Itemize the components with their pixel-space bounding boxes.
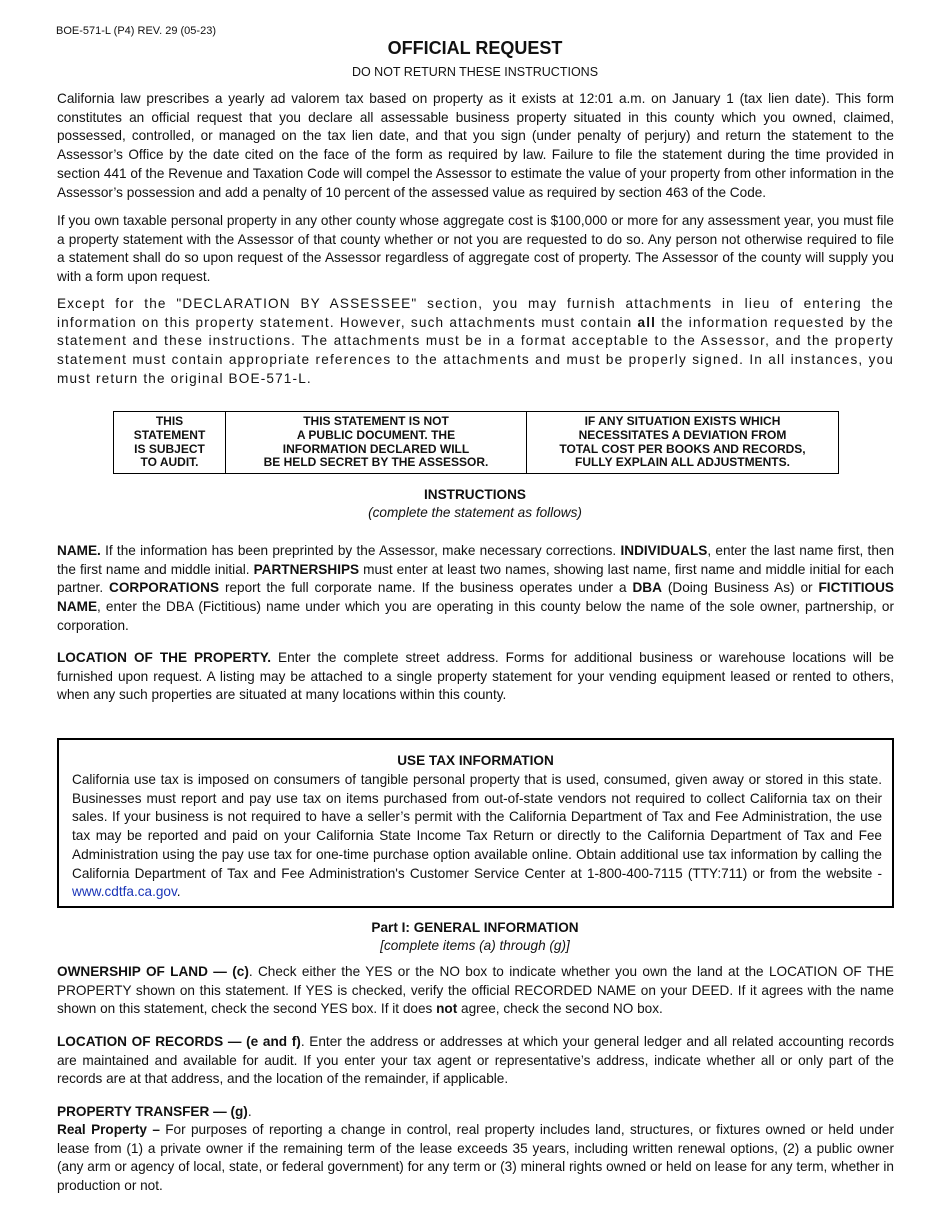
page-title: OFFICIAL REQUEST xyxy=(387,38,563,58)
location-section: LOCATION OF THE PROPERTY. Enter the complete street address. Forms for additional business or warehouse locations will be furnished upon request. A listing may be attached to a single property statement for your vending equipment leased or rented to others, when any such properties are situated at many locations within this county. xyxy=(57,650,894,703)
notice-table xyxy=(113,411,839,474)
form-id: BOE-571-L (P4) REV. 29 (05-23) xyxy=(56,25,216,37)
cdtfa-link[interactable]: www.cdtfa.ca.gov xyxy=(72,884,177,900)
notice-deviation: IF ANY SITUATION EXISTS WHICH NECESSITATES A DEVIATION FROM TOTAL COST PER BOOKS AND RECORDS, FULLY EXPLAIN ALL ADJUSTMENTS. xyxy=(527,412,839,474)
use-tax-text: California use tax is imposed on consumers of tangible personal property that is used, consumed, given away or stored in this state. Businesses must report and pay use tax on items purchased from out-of-state vendors not required to collect California tax on their sales. If your business is not required to have a seller’s permit with the California Department of Tax and Fee Administration, the use tax may be reported and paid on your California State Income Tax Return or directly to the California Department of Tax and Fee Administration using the pay use tax for one-time purchase option available online. Obtain additional use tax information by calling the California Department of Tax and Fee Administration's Customer Service Center at 1-800-400-7115 (TTY:711) or from the website - www.cdtfa.ca.gov. xyxy=(72,772,882,900)
intro-paragraph-2: If you own taxable personal property in any other county whose aggregate cost is $100,000 or more for any assessment year, you must file a property statement with the Assessor of that county whether or not you are requested to do so. Any person not otherwise required to file a statement shall do so upon request of the Assessor regardless of aggregate cost of property. The Assessor of the county will supply you with a form upon request. xyxy=(57,213,894,285)
name-section: NAME. If the information has been preprinted by the Assessor, make necessary corrections. INDIVIDUALS, enter the last name first, then the first name and middle initial. PARTNERSHIPS must enter at least two names, showing last name, first name and middle initial for each partner. CORPORATIONS report the full corporate name. If the business operates under a DBA (Doing Business As) or FICTITIOUS NAME, enter the DBA (Fictitious) name under which you are operating in this county below the name of the sole owner, partnership, or corporation. xyxy=(57,543,895,633)
intro-paragraph-1: California law prescribes a yearly ad valorem tax based on property as it exists at 12:01 a.m. on January 1 (tax lien date). This form constitutes an official request that you declare all assessable business property situated in this county which you owned, claimed, possessed, controlled, or managed on the tax lien date, and that you sign (under penalty of perjury) and return the statement to the Assessor’s Office by the date cited on the face of the form as required by law. Failure to file the statement during the time provided in section 441 of the Revenue and Taxation Code will compel the Assessor to estimate the value of your property from other information in the Assessor’s possession and add a penalty of 10 percent of the assessed value as required by section 463 of the Code. xyxy=(57,91,894,200)
ownership-section: OWNERSHIP OF LAND — (c). Check either the YES or the NO box to indicate whether you own the land at the LOCATION OF THE PROPERTY shown on this statement. If YES is checked, verify the official RECORDED NAME on your DEED. If it agrees with the name shown on this statement, check the second YES box. If it does not agree, check the second NO box. xyxy=(57,964,894,1017)
transfer-heading: PROPERTY TRANSFER — (g). xyxy=(57,1104,252,1119)
part1-subtitle: [complete items (a) through (g)] xyxy=(380,938,570,953)
instructions-title: INSTRUCTIONS xyxy=(424,487,526,502)
records-section: LOCATION OF RECORDS — (e and f). Enter the address or addresses at which your general ledger and all related accounting records are maintained and available for audit. If you enter your tax agent or representative’s address, indicate whether all or only part of the records are at that address, and the location of the remainder, if applicable. xyxy=(57,1034,894,1087)
instructions-subtitle: (complete the statement as follows) xyxy=(368,505,582,520)
notice-secret: THIS STATEMENT IS NOT A PUBLIC DOCUMENT. THE INFORMATION DECLARED WILL BE HELD SECRET BY THE ASSESSOR. xyxy=(226,412,527,474)
use-tax-box xyxy=(57,738,894,908)
real-property-text: Real Property – For purposes of reporting a change in control, real property includes land, structures, or fixtures owned or held under lease from (1) a private owner if the remaining term of the lease exceeds 35 years, including written renewal options, (2) a public owner (any arm or agency of local, state, or federal government) for any term or (3) mineral rights owned or held on lease for any term, whether in production or not. xyxy=(57,1122,895,1194)
page-subtitle: DO NOT RETURN THESE INSTRUCTIONS xyxy=(351,65,599,79)
use-tax-title: USE TAX INFORMATION xyxy=(397,753,554,768)
part1-title: Part I: GENERAL INFORMATION xyxy=(371,920,579,935)
intro-paragraph-3: Except for the "DECLARATION BY ASSESSEE" section, you may furnish attachments in lieu of entering the information on this property statement. However, such attachments must contain all the information requested by the statement and these instructions. The attachments must be in a format acceptable to the Assessor, and the property statement must contain appropriate references to the attachments and must be properly signed. In all instances, you must return the original BOE-571-L. xyxy=(57,296,894,386)
notice-audit: THIS STATEMENT IS SUBJECT TO AUDIT. xyxy=(114,412,226,474)
